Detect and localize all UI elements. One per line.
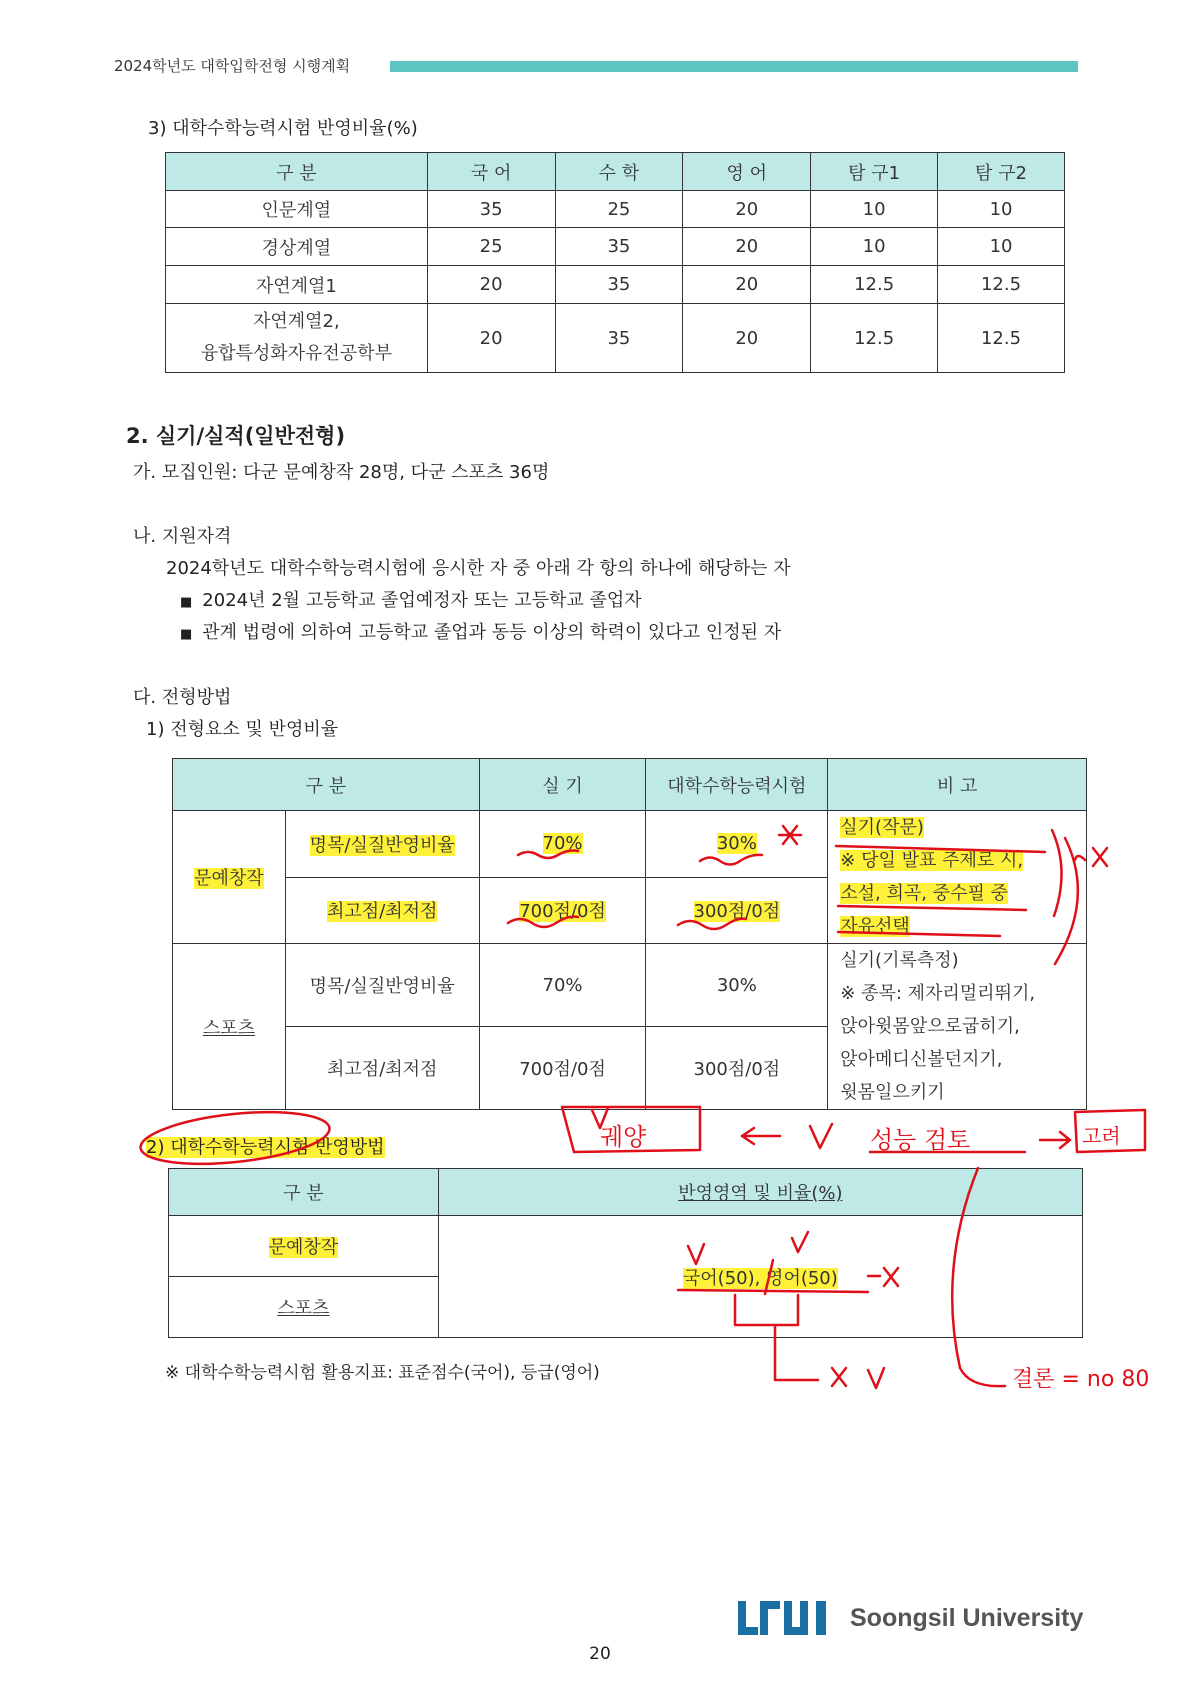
remark-line: ※ 당일 발표 주제로 시, [840, 850, 1024, 871]
table-row [166, 304, 1065, 373]
row-label: 경상계열 [166, 228, 428, 266]
row-label: 명목/실질반영비율 [285, 944, 479, 1027]
csat-method-table [168, 1168, 1083, 1338]
page-number: 20 [589, 1644, 611, 1664]
cell: 30% [646, 811, 828, 878]
cell: 국어(50), 영어(50) [438, 1216, 1082, 1338]
bullet-icon: ■ [180, 595, 193, 610]
cell: 30% [646, 944, 828, 1027]
svg-text:성능 검토: 성능 검토 [870, 1126, 971, 1154]
eligibility-title: 나. 지원자격 [133, 526, 232, 547]
table-row [166, 228, 1065, 266]
row-label-line: 자연계열2, [252, 311, 340, 332]
row-label [166, 304, 428, 373]
csat-ratio-table [165, 152, 1065, 373]
selection-element-table [172, 758, 1087, 1110]
svg-text:고려: 고려 [1082, 1124, 1121, 1148]
row-label: 스포츠 [169, 1277, 439, 1338]
table-row [173, 811, 1087, 878]
csat-footnote: ※ 대학수학능력시험 활용지표: 표준점수(국어), 등급(영어) [165, 1363, 600, 1383]
star-mark [832, 1368, 846, 1386]
cell: 20 [427, 266, 555, 304]
cell: 25 [555, 191, 683, 228]
method-title: 다. 전형방법 [133, 687, 232, 708]
document-header-title: 2024학년도 대학입학전형 시행계획 [114, 57, 351, 75]
remark-line: 앉아윗몸앞으로굽히기, [840, 1016, 1020, 1037]
cell: 35 [555, 228, 683, 266]
cell: 20 [683, 266, 811, 304]
remarks-cell [828, 811, 1087, 944]
star-mark [1093, 848, 1107, 866]
cell: 35 [555, 266, 683, 304]
remark-line: 소설, 희곡, 중수필 중 [840, 883, 1008, 904]
table-row [169, 1216, 1083, 1277]
eligibility-desc: 2024학년도 대학수학능력시험에 응시한 자 중 아래 각 항의 하나에 해당하는 자 [166, 558, 791, 579]
header-accent-bar [390, 61, 1078, 72]
row-label: 인문계열 [166, 191, 428, 228]
bullet-icon: ■ [180, 627, 193, 642]
col-header: 수 학 [555, 153, 683, 191]
cell: 10 [811, 228, 938, 266]
csat-ratio-heading: 3) 대학수학능력시험 반영비율(%) [148, 118, 418, 139]
row-label: 최고점/최저점 [285, 877, 479, 944]
cell: 70% [479, 944, 646, 1027]
row-label: 명목/실질반영비율 [285, 811, 479, 878]
col-header: 구 분 [166, 153, 428, 191]
table-row [166, 266, 1065, 304]
col-header: 구 분 [173, 759, 480, 811]
svg-text:결론 = no 80: 결론 = no 80 [1012, 1367, 1150, 1392]
list-item: ■ 2024년 2월 고등학교 졸업예정자 또는 고등학교 졸업자 [180, 590, 642, 611]
row-label: 자연계열1 [166, 266, 428, 304]
cell: 12.5 [811, 304, 938, 373]
remark-line: ※ 종목: 제자리멀리뛰기, [840, 983, 1036, 1004]
cell: 12.5 [938, 304, 1065, 373]
remark-line: 윗몸일으키기 [840, 1082, 945, 1103]
col-header: 국 어 [427, 153, 555, 191]
remarks-cell [828, 944, 1087, 1110]
row-label: 최고점/최저점 [285, 1027, 479, 1110]
cell: 300점/0점 [646, 877, 828, 944]
soongsil-logo-icon [738, 1597, 838, 1639]
section-title: 2. 실기/실적(일반전형) [126, 424, 346, 448]
csat-method-heading: 2) 대학수학능력시험 반영방법 [146, 1137, 385, 1158]
cell: 10 [938, 191, 1065, 228]
cell: 70% [479, 811, 646, 878]
svg-text:궤양: 궤양 [600, 1123, 647, 1151]
remark-line: 앉아메디신볼던지기, [840, 1049, 1003, 1070]
university-logo [738, 1597, 1083, 1639]
col-header: 탐 구2 [938, 153, 1065, 191]
cell: 25 [427, 228, 555, 266]
table-row [166, 191, 1065, 228]
cell: 700점/0점 [479, 1027, 646, 1110]
cell: 300점/0점 [646, 1027, 828, 1110]
row-label: 문예창작 [169, 1216, 439, 1277]
cell: 35 [427, 191, 555, 228]
remark-line: 실기(작문) [840, 817, 924, 838]
remark-line: 자유선택 [840, 916, 910, 937]
list-item: ■ 관계 법령에 의하여 고등학교 졸업과 동등 이상의 학력이 있다고 인정된 자 [180, 622, 782, 643]
logo-text: Soongsil University [850, 1603, 1084, 1632]
cell: 35 [555, 304, 683, 373]
cell: 700점/0점 [479, 877, 646, 944]
table-row [173, 944, 1087, 1027]
method-subtitle: 1) 전형요소 및 반영비율 [146, 719, 339, 740]
cell: 20 [683, 304, 811, 373]
col-header: 비 고 [828, 759, 1087, 811]
cell: 20 [683, 228, 811, 266]
recruit-info: 가. 모집인원: 다군 문예창작 28명, 다군 스포츠 36명 [133, 462, 550, 483]
col-header: 구 분 [169, 1169, 439, 1216]
col-header: 대학수학능력시험 [646, 759, 828, 811]
group-label: 문예창작 [173, 811, 286, 944]
cell: 20 [683, 191, 811, 228]
row-label-line: 융합특성화자유전공학부 [200, 343, 392, 364]
remark-line: 실기(기록측정) [840, 950, 959, 971]
col-header: 탐 구1 [811, 153, 938, 191]
col-header: 영 어 [683, 153, 811, 191]
col-header: 반영영역 및 비율(%) [438, 1169, 1082, 1216]
cell: 10 [938, 228, 1065, 266]
group-label: 스포츠 [173, 944, 286, 1110]
cell: 10 [811, 191, 938, 228]
cell: 20 [427, 304, 555, 373]
cell: 12.5 [938, 266, 1065, 304]
col-header: 실 기 [479, 759, 646, 811]
cell: 12.5 [811, 266, 938, 304]
